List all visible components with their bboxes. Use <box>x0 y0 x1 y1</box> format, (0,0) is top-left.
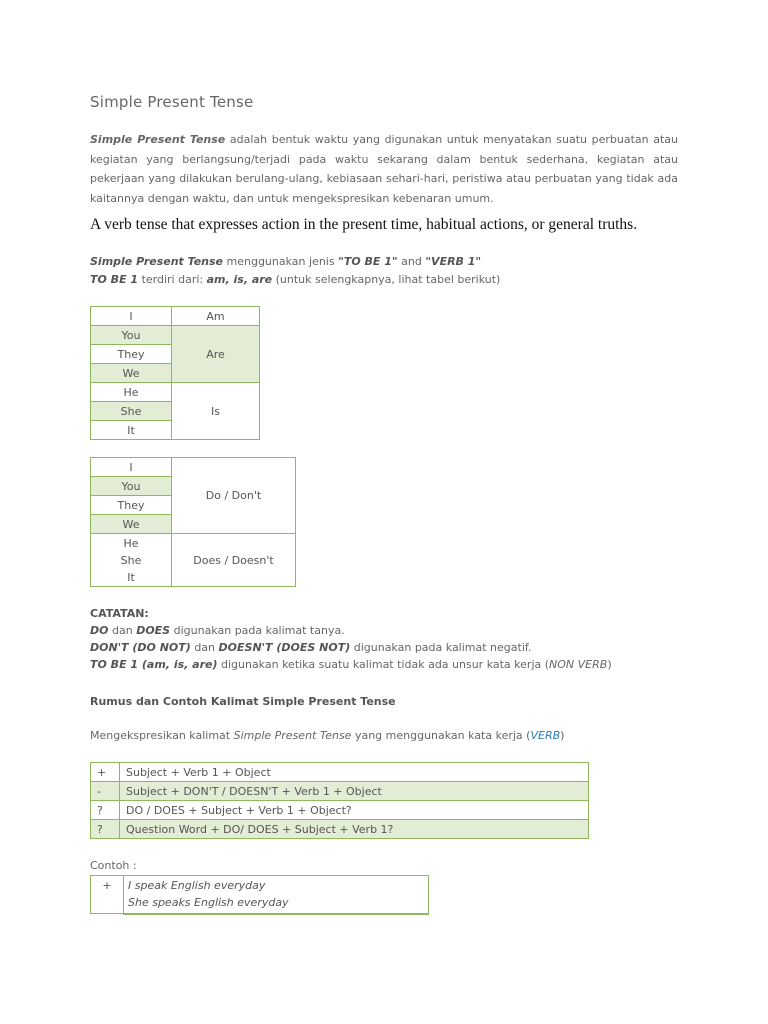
usage-tobe: "TO BE 1" <box>338 255 398 268</box>
notes-dan: dan <box>108 624 137 637</box>
example-sentence: I speak English everyday <box>128 879 266 893</box>
do-does-table <box>90 457 296 587</box>
table-row <box>91 763 589 782</box>
pronoun-cell: She <box>91 402 172 421</box>
notes-rest: digunakan ketika suatu kalimat tidak ada unsur kata kerja ( <box>217 658 550 671</box>
notes-nonverb: NON VERB <box>549 658 608 671</box>
notes-line-2 <box>90 641 531 654</box>
verb-cell: Is <box>172 383 260 440</box>
table-row <box>91 801 589 820</box>
notes-do: DO <box>90 624 109 637</box>
pronoun-text: It <box>127 570 135 584</box>
pronoun-cell: They <box>91 345 172 364</box>
express-text1: Mengekspresikan kalimat <box>90 729 234 742</box>
example-cell <box>124 876 429 914</box>
pronoun-cell: We <box>91 515 172 534</box>
formula-cell: Question Word + DO/ DOES + Subject + Verb 1? <box>120 820 589 839</box>
pronoun-cell: You <box>91 477 172 496</box>
tobe-term: TO BE 1 <box>90 273 139 286</box>
sign-cell: + <box>91 876 124 914</box>
pronoun-text: She <box>120 553 142 567</box>
pronoun-cell: It <box>91 421 172 440</box>
pronoun-cell: They <box>91 496 172 515</box>
pronoun-cell: I <box>91 307 172 326</box>
notes-does: DOES <box>136 624 171 637</box>
example-label: Contoh : <box>90 859 137 872</box>
table-row <box>91 307 260 326</box>
usage-text: menggunakan jenis <box>223 255 339 268</box>
formula-cell: DO / DOES + Subject + Verb 1 + Object? <box>120 801 589 820</box>
intro-term: Simple Present Tense <box>90 133 226 146</box>
verb-cell: Do / Don't <box>172 458 296 534</box>
example-table <box>90 875 429 915</box>
notes-line-1 <box>90 624 345 637</box>
notes-close: ) <box>607 658 612 671</box>
table-row <box>91 876 429 914</box>
table-row <box>91 326 260 345</box>
notes-dan: dan <box>190 641 219 654</box>
express-term: Simple Present Tense <box>233 729 352 742</box>
express-line <box>90 729 564 742</box>
sign-cell: ? <box>91 801 120 820</box>
tobe-text1: terdiri dari: <box>138 273 207 286</box>
example-sentence: She speaks English everyday <box>128 896 289 910</box>
pronoun-group-cell <box>91 534 172 587</box>
table-row <box>91 534 296 587</box>
verb-cell: Am <box>172 307 260 326</box>
table-row <box>91 458 296 477</box>
pronoun-cell: We <box>91 364 172 383</box>
verb-cell: Does / Doesn't <box>172 534 296 587</box>
section-heading: Rumus dan Contoh Kalimat Simple Present Tense <box>90 695 396 708</box>
tobe-line <box>90 273 500 286</box>
express-close: ) <box>560 729 565 742</box>
formula-cell: Subject + DON'T / DOESN'T + Verb 1 + Object <box>120 782 589 801</box>
table-row <box>91 820 589 839</box>
tobe-table <box>90 306 260 440</box>
pronoun-cell: You <box>91 326 172 345</box>
table-row <box>91 383 260 402</box>
express-verb-link[interactable]: VERB <box>530 729 561 742</box>
notes-dont: DON'T (DO NOT) <box>90 641 191 654</box>
tobe-list: am, is, are <box>206 273 273 286</box>
tobe-text2: (untuk selengkapnya, lihat tabel berikut) <box>272 273 501 286</box>
intro-paragraph <box>90 130 678 208</box>
definition-english: A verb tense that expresses action in the present time, habitual actions, or general truths. <box>90 216 638 233</box>
page-title: Simple Present Tense <box>90 93 254 111</box>
pronoun-text: He <box>123 536 139 550</box>
usage-and: and <box>397 255 426 268</box>
usage-line <box>90 255 481 268</box>
pronoun-cell: I <box>91 458 172 477</box>
usage-verb: "VERB 1" <box>425 255 482 268</box>
pronoun-cell: He <box>91 383 172 402</box>
intro-text: adalah bentuk waktu yang digunakan untuk menyatakan suatu perbuatan atau kegiatan yang berlangsung/terjadi pada waktu sekarang dalam bentuk sederhana, kegiatan atau pekerjaan yang dilakukan berulang-ulang, kebiasaan sehari-hari, peristiwa atau perbuatan yang tidak ada kaitannya dengan waktu, dan untuk mengekspresikan kebenaran umum. <box>90 133 679 205</box>
sign-cell: ? <box>91 820 120 839</box>
notes-heading: CATATAN: <box>90 607 149 620</box>
table-row <box>91 782 589 801</box>
usage-term: Simple Present Tense <box>90 255 224 268</box>
notes-line-3 <box>90 658 612 671</box>
express-text2: yang menggunakan kata kerja ( <box>351 729 531 742</box>
notes-doesnt: DOESN'T (DOES NOT) <box>218 641 351 654</box>
formula-cell: Subject + Verb 1 + Object <box>120 763 589 782</box>
formula-table <box>90 762 589 839</box>
notes-rest: digunakan pada kalimat tanya. <box>170 624 345 637</box>
sign-cell: + <box>91 763 120 782</box>
notes-tobe: TO BE 1 (am, is, are) <box>90 658 218 671</box>
notes-rest: digunakan pada kalimat negatif. <box>350 641 532 654</box>
sign-cell: - <box>91 782 120 801</box>
verb-cell: Are <box>172 326 260 383</box>
